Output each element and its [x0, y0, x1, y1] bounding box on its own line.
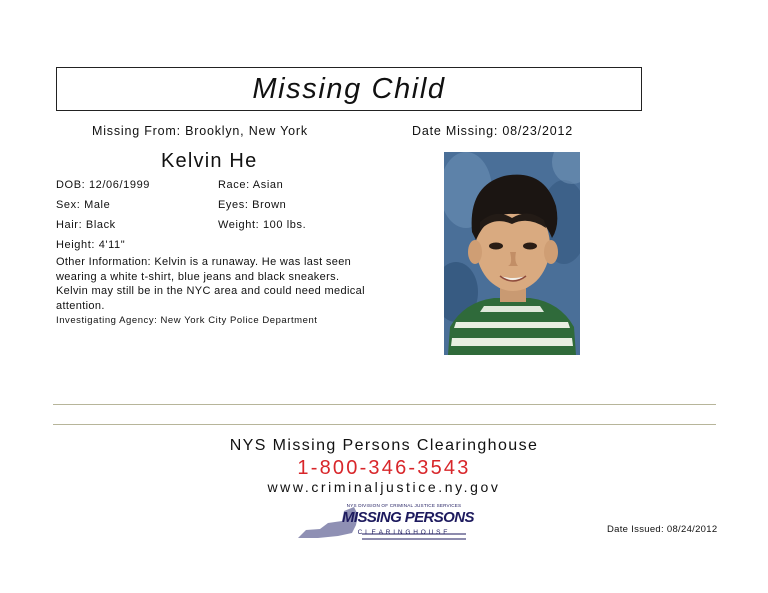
poster-title: Missing Child [252, 72, 446, 105]
hair-field: Hair: Black [56, 219, 116, 231]
child-portrait-photo [444, 152, 580, 355]
website-link[interactable]: www.criminaljustice.ny.gov [267, 479, 501, 495]
cut-off-text [636, 538, 716, 542]
race-field: Race: Asian [218, 179, 284, 191]
investigating-agency: Investigating Agency: New York City Police Department [56, 315, 318, 326]
date-missing: Date Missing: 08/23/2012 [412, 124, 573, 138]
sex-field: Sex: Male [56, 199, 111, 211]
date-issued: Date Issued: 08/24/2012 [607, 524, 718, 535]
divider-top [53, 404, 716, 405]
missing-persons-clearinghouse-logo [298, 503, 474, 540]
logo-small-text: NYS DIVISION OF CRIMINAL JUSTICE SERVICES [346, 503, 462, 508]
eyes-field: Eyes: Brown [218, 199, 287, 211]
title-box [56, 67, 642, 111]
organization-name: NYS Missing Persons Clearinghouse [229, 437, 539, 454]
child-photo-graphic [444, 152, 580, 355]
other-information: Other Information: Kelvin is a runaway. He was last seen wearing a white t-shirt, blue jeans and black sneakers. Kelvin may still be in the NYC area and could need medical attention. [56, 256, 365, 312]
dob-field: DOB: 12/06/1999 [56, 179, 151, 191]
child-name: Kelvin He [161, 150, 258, 172]
logo-main-text: MISSING PERSONS [342, 509, 474, 526]
hotline-phone: 1-800-346-3543 [297, 457, 471, 479]
height-field: Height: 4'11" [56, 239, 126, 251]
weight-field: Weight: 100 lbs. [218, 219, 307, 231]
missing-from: Missing From: Brooklyn, New York [92, 124, 308, 138]
logo-sub-text: CLEARINGHOUSE [357, 529, 451, 536]
divider-bottom [53, 424, 716, 425]
